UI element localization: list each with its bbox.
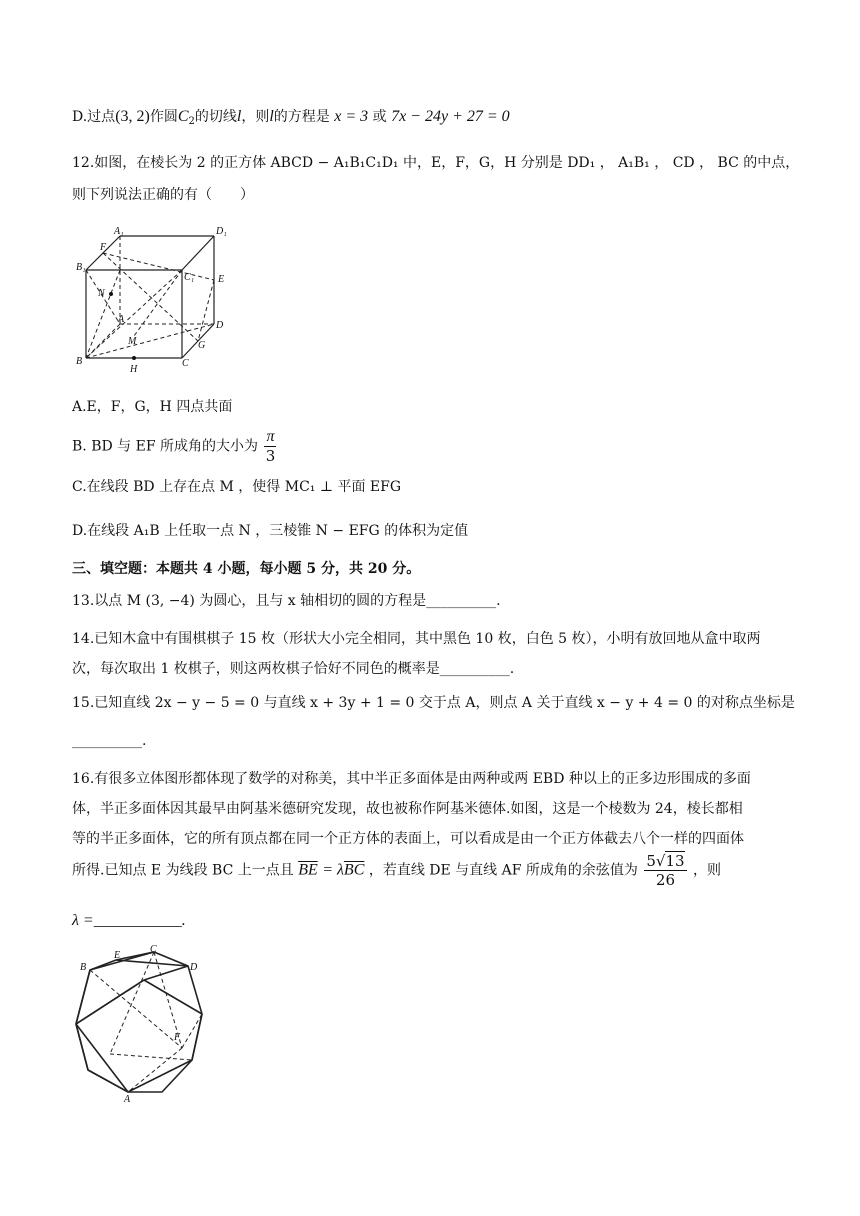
subscript: 2 (188, 116, 195, 127)
q16-line2: 体，半正多面体因其最早由阿基米德研究发现，故也被称作阿基米德体.如图，这是一个棱数为 24，棱长都相 (72, 801, 743, 817)
q12-option-d: D.在线段 A₁B 上任取一点 N ，三棱锥 N − EFG 的体积为定值 (72, 523, 469, 539)
q12-option-b (72, 428, 278, 465)
option-label: D.过点 (72, 109, 116, 125)
text: 的切线 (194, 109, 237, 125)
q12-stem-line1: 12.如图，在棱长为 2 的正方体 ABCD − A₁B₁C₁D₁ 中，E，F，G，H 分别是 DD₁ ， A₁B₁ ， CD ， BC 的中点， (72, 155, 800, 171)
line-name: l (236, 108, 242, 125)
q12-option-c: C.在线段 BD 上存在点 M ，使得 MC₁ ⊥ 平面 EFG (72, 479, 402, 495)
denominator: 26 (655, 871, 675, 889)
text: 的方程是 (273, 109, 330, 125)
q12-option-a: A.E，F，G，H 四点共面 (72, 399, 233, 415)
section-3-title: 三、填空题：本题共 4 小题，每小题 5 分，共 20 分。 (72, 561, 421, 577)
label-d1: D₁ (216, 226, 227, 237)
text: ，则 (693, 862, 722, 879)
option-text: B. BD 与 EF 所成角的大小为 (72, 438, 258, 455)
text: ，则 (241, 109, 270, 125)
q16-line4 (72, 852, 721, 889)
point: (3, 2) (115, 108, 150, 125)
label-e: E (114, 950, 121, 961)
q12-stem-line2: 则下列说法正确的有（ ） (72, 187, 254, 203)
denominator: 3 (265, 447, 276, 465)
q16-line1: 16.有很多立体图形都体现了数学的对称美，其中半正多面体是由两种或两 EBD 种以上的正多边形围成的多面 (72, 771, 751, 787)
q11-option-d (72, 106, 510, 133)
label-c: C (150, 944, 157, 955)
label-f: F (174, 1032, 181, 1043)
label-a: A (124, 1094, 131, 1104)
label-d: D (216, 320, 224, 331)
point-h (132, 356, 136, 360)
polyhedron-figure (70, 944, 210, 1104)
q13: 13.以点 M (3, −4) 为圆心，且与 x 轴相切的圆的方程是__________. (72, 593, 501, 609)
label-g: G (198, 340, 206, 351)
fraction-cosine: $\frac{5√13}{26}$ (646, 852, 685, 889)
text: 作圆 (149, 109, 178, 125)
q15-line2: __________. (72, 733, 147, 749)
circle-name: C (177, 108, 189, 125)
q14-line1: 14.已知木盒中有围棋棋子 15 枚（形状大小完全相同，其中黑色 10 枚，白色 5 枚），小明有放回地从盒中取两 (72, 631, 761, 647)
label-m: M (128, 336, 137, 347)
vector-bc: $\overline{BC}$ (343, 861, 365, 879)
q16-line3: 等的半正多面体，它的所有顶点都在同一个正方体的表面上，可以看成是由一个正方体截去八个一样的四面体 (72, 831, 744, 847)
fraction-pi-over-3 (264, 428, 276, 465)
label-d: D (190, 962, 198, 973)
point-n (109, 292, 113, 296)
label-a: A (118, 314, 125, 325)
label-n: N (98, 288, 105, 299)
q16-answer-line: λ =___________. (72, 912, 186, 929)
equation: = λ (322, 861, 344, 879)
equation: 7x − 24y + 27 = 0 (391, 108, 510, 125)
numerator-coef: 5 (646, 852, 656, 870)
line-name: l (269, 108, 274, 125)
numerator-radicand: 13 (665, 852, 685, 870)
q15-line1: 15.已知直线 2x − y − 5 = 0 与直线 x + 3y + 1 = 0 交于点 A，则点 A 关于直线 x − y + 4 = 0 的对称点坐标是 (72, 695, 795, 711)
text: 所得.已知点 E 为线段 BC 上一点且 (72, 862, 294, 879)
equation: x = 3 (334, 108, 369, 125)
numerator: π (266, 428, 275, 445)
label-c: C (182, 358, 189, 369)
label-h: H (130, 364, 138, 374)
q14-line2: 次，每次取出 1 枚棋子，则这两枚棋子恰好不同色的概率是__________. (72, 661, 515, 677)
cube-figure (74, 224, 234, 374)
text: ，若直线 DE 与直线 AF 所成角的余弦值为 (368, 862, 638, 879)
label-b: B (80, 962, 87, 973)
label-c1: C₁ (184, 272, 195, 283)
label-e: E (218, 274, 225, 285)
vector-be: $\overline{BE}$ (298, 861, 318, 879)
label-b: B (76, 356, 83, 367)
label-f: F (100, 242, 107, 253)
text: 或 (372, 109, 387, 125)
label-a1: A₁ (114, 226, 124, 237)
label-b1: B₁ (76, 262, 86, 273)
